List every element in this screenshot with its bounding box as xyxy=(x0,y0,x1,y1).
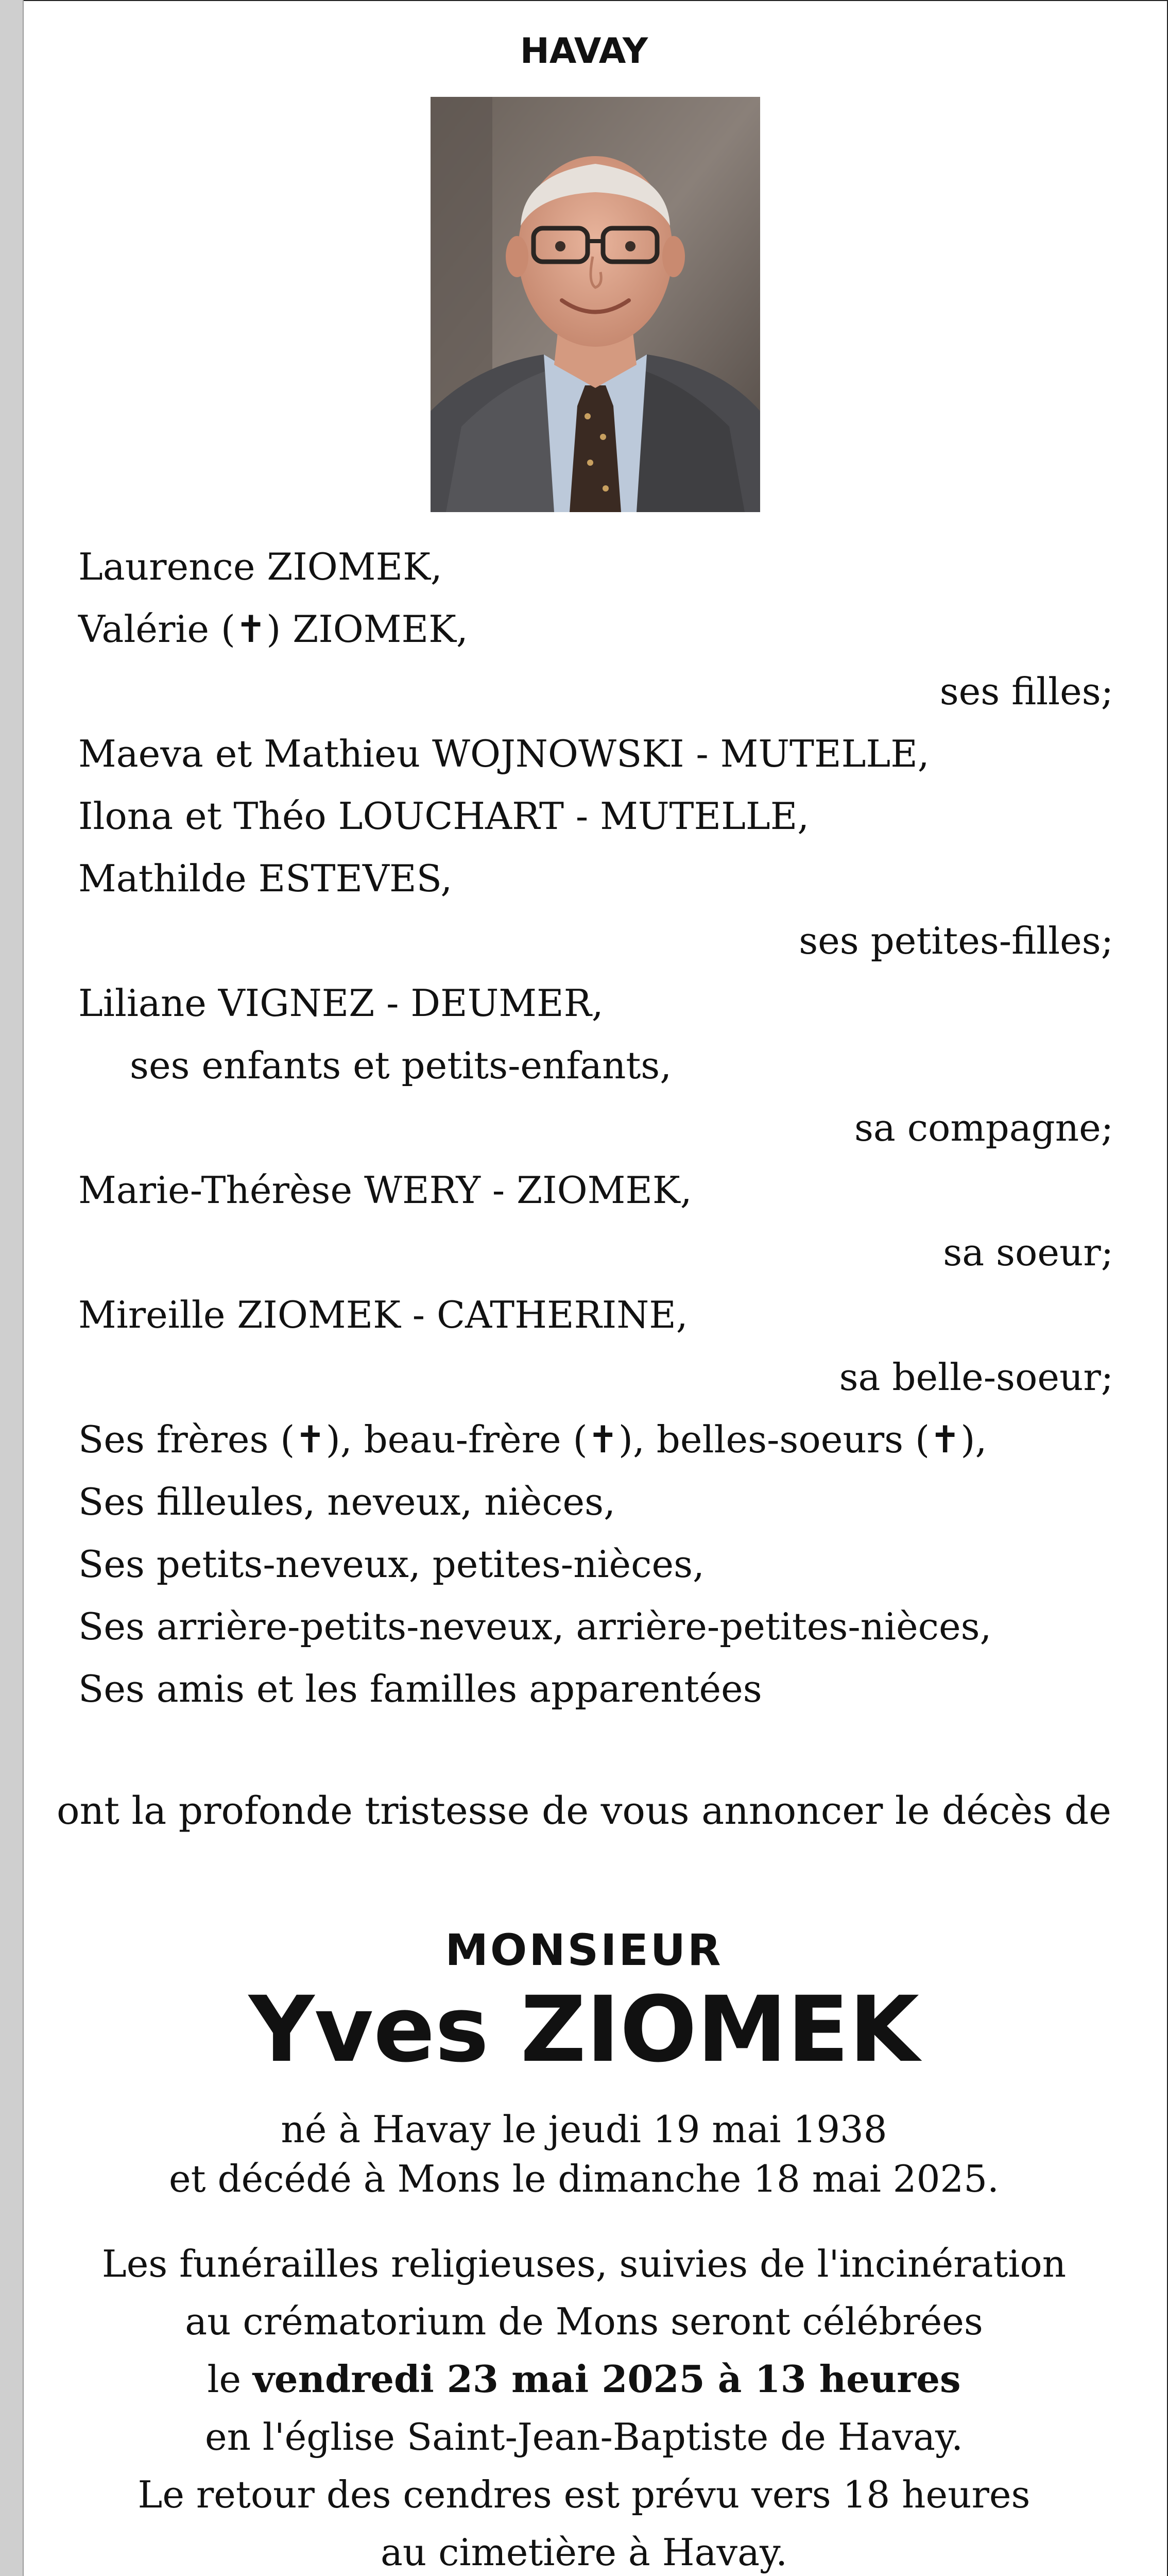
family-line: Ses arrière-petits-neveux, arrière-petites-nièces, xyxy=(78,1605,992,1648)
funeral-line-3 xyxy=(0,2350,1168,2408)
family-line: Ses petits-neveux, petites-nièces, xyxy=(78,1543,705,1586)
death-line: et décédé à Mons le dimanche 18 mai 2025. xyxy=(169,2157,999,2200)
family-line: Laurence ZIOMEK, xyxy=(78,545,442,588)
family-line: sa soeur; xyxy=(943,1231,1113,1274)
family-line: Valérie (✝) ZIOMEK, xyxy=(78,607,468,651)
family-line: Maeva et Mathieu WOJNOWSKI - MUTELLE, xyxy=(78,732,930,775)
funeral-line-6: au cimetière à Havay. xyxy=(380,2531,788,2574)
deceased-title: MONSIEUR xyxy=(445,1925,723,1975)
family-line: Ses frères (✝), beau-frère (✝), belles-soeurs (✝), xyxy=(78,1418,987,1461)
family-line: Ses amis et les familles apparentées xyxy=(78,1667,762,1710)
deceased-name: Yves ZIOMEK xyxy=(248,1977,920,2082)
family-line: Ilona et Théo LOUCHART - MUTELLE, xyxy=(78,794,810,838)
family-line: Liliane VIGNEZ - DEUMER, xyxy=(78,981,604,1025)
funeral-date: vendredi 23 mai 2025 à 13 heures xyxy=(252,2357,961,2401)
family-line: ses enfants et petits-enfants, xyxy=(130,1044,672,1087)
announcement-text: ont la profonde tristesse de vous annoncer le décès de xyxy=(57,1789,1111,1833)
portrait-photo xyxy=(431,97,760,512)
funeral-line-4: en l'église Saint-Jean-Baptiste de Havay. xyxy=(204,2415,964,2459)
family-line: Ses filleules, neveux, nièces, xyxy=(78,1480,615,1523)
family-line: Mireille ZIOMEK - CATHERINE, xyxy=(78,1293,688,1336)
family-line: sa belle-soeur; xyxy=(839,1355,1113,1399)
birth-line: né à Havay le jeudi 19 mai 1938 xyxy=(281,2108,887,2151)
family-line: ses petites-filles; xyxy=(799,919,1113,962)
funeral-date-prefix: le xyxy=(207,2358,253,2401)
funeral-line-2: au crématorium de Mons seront célébrées xyxy=(185,2300,983,2343)
family-line: ses filles; xyxy=(939,670,1113,713)
funeral-details xyxy=(0,2235,1168,2576)
family-line: sa compagne; xyxy=(854,1106,1113,1149)
family-list xyxy=(78,536,1113,1720)
life-dates xyxy=(0,2105,1168,2204)
place-heading: HAVAY xyxy=(520,31,648,72)
funeral-line-1: Les funérailles religieuses, suivies de l'incinération xyxy=(101,2242,1067,2285)
family-line: Mathilde ESTEVES, xyxy=(78,857,453,900)
family-line: Marie-Thérèse WERY - ZIOMEK, xyxy=(78,1168,692,1212)
funeral-line-5: Le retour des cendres est prévu vers 18 heures xyxy=(138,2473,1030,2516)
